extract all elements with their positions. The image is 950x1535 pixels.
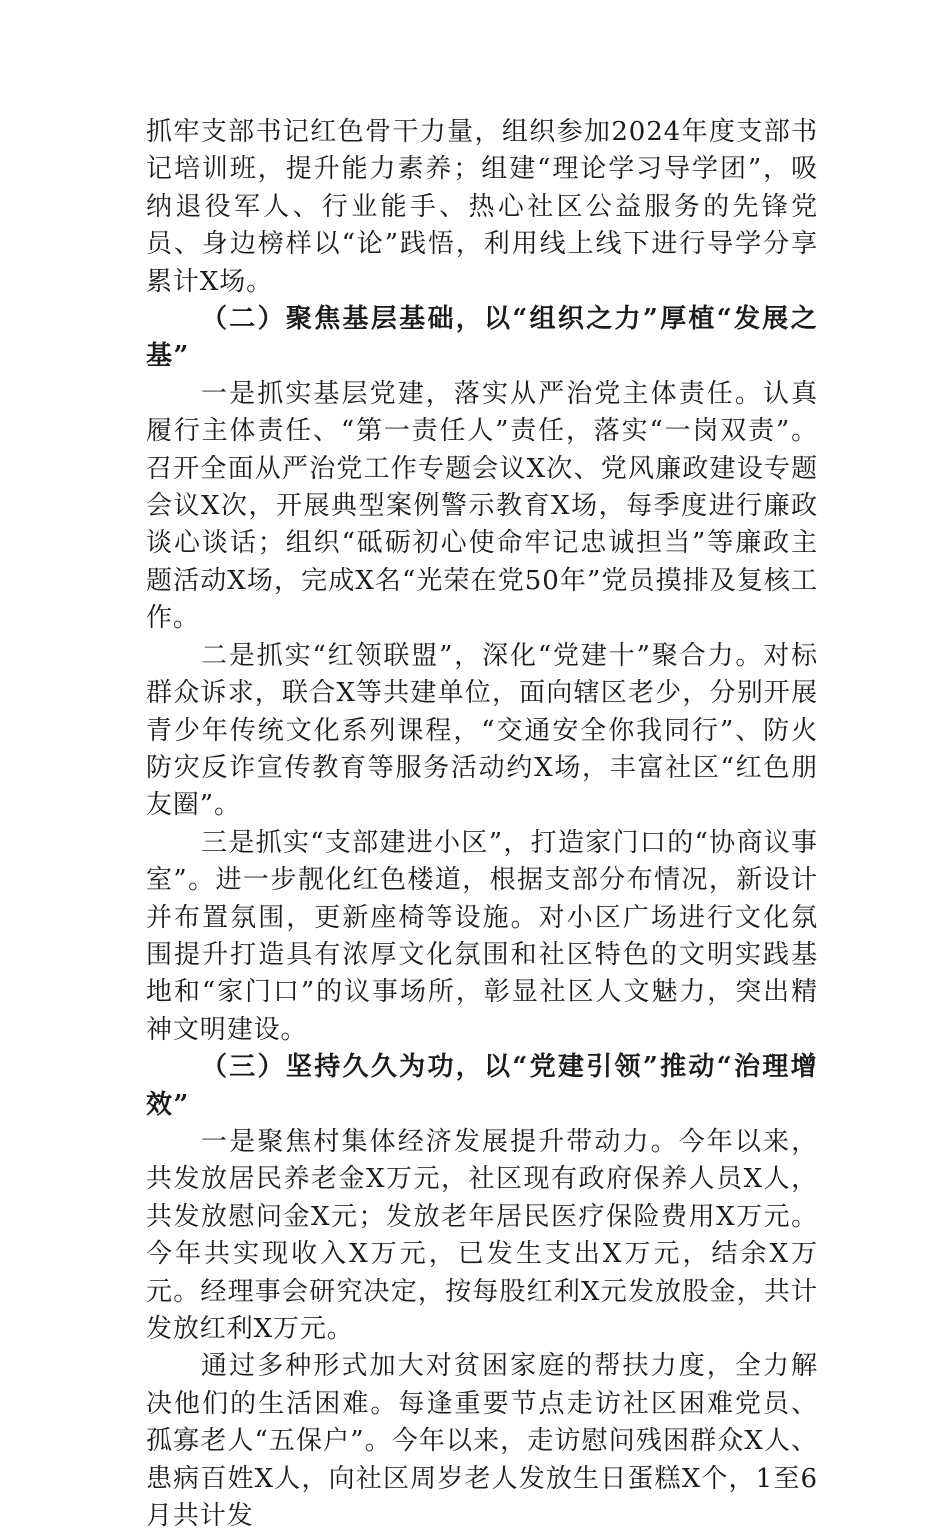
paragraph-collective-economy: 一是聚焦村集体经济发展提升带动力。今年以来，共发放居民养老金X万元，社区现有政府保养人员X人，共发放慰问金X元；发放老年居民医疗保险费用X万元。今年共实现收入X万元，已发生支出X万元，结余X万元。经理事会研究决定，按每股红利X元发放股金，共计发放红利X万元。 [146, 1126, 818, 1344]
paragraph-intro-continued: 抓牢支部书记红色骨干力量，组织参加2024年度支部书记培训班，提升能力素养；组建“理论学习导学团”，吸纳退役军人、行业能手、热心社区公益服务的先锋党员、身边榜样以“论”践悟，利用线上线下进行导学分享累计X场。 [146, 117, 818, 297]
paragraph-red-alliance: 二是抓实“红领联盟”，深化“党建十”聚合力。对标群众诉求，联合X等共建单位，面向辖区老少，分别开展青少年传统文化系列课程，“交通安全你我同行”、防火防灾反诈宣传教育等服务活动约X场，丰富社区“红色朋友圈”。 [146, 640, 818, 821]
paragraph-party-building: 一是抓实基层党建，落实从严治党主体责任。认真履行主体责任、“第一责任人”责任，落实“一岗双责”。召开全面从严治党工作专题会议X次、党风廉政建设专题会议X次，开展典型案例警示教育X场，每季度进行廉政谈心谈话；组织“砥砺初心使命牢记忠诚担当”等廉政主题活动X场，完成X名“光荣在党50年”党员摸排及复核工作。 [146, 378, 818, 634]
paragraph-poverty-assistance: 通过多种形式加大对贫困家庭的帮扶力度，全力解决他们的生活困难。每逢重要节点走访社区困难党员、孤寡老人“五保户”。今年以来，走访慰问残困群众X人、患病百姓X人，向社区周岁老人发放生日蛋糕X个，1至6月共计发 [146, 1351, 818, 1532]
section-heading-2: （二）聚焦基层基础，以“组织之力”厚植“发展之基” [146, 304, 818, 372]
section-heading-3: （三）坚持久久为功，以“党建引领”推动“治理增效” [146, 1052, 818, 1120]
document-body [146, 114, 818, 1535]
paragraph-branch-community: 三是抓实“支部建进小区”，打造家门口的“协商议事室”。进一步靓化红色楼道，根据支部分布情况，新设计并布置氛围，更新座椅等设施。对小区广场进行文化氛围提升打造具有浓厚文化氛围和社区特色的文明实践基地和“家门口”的议事场所，彰显社区人文魅力，突出精神文明建设。 [146, 827, 818, 1045]
